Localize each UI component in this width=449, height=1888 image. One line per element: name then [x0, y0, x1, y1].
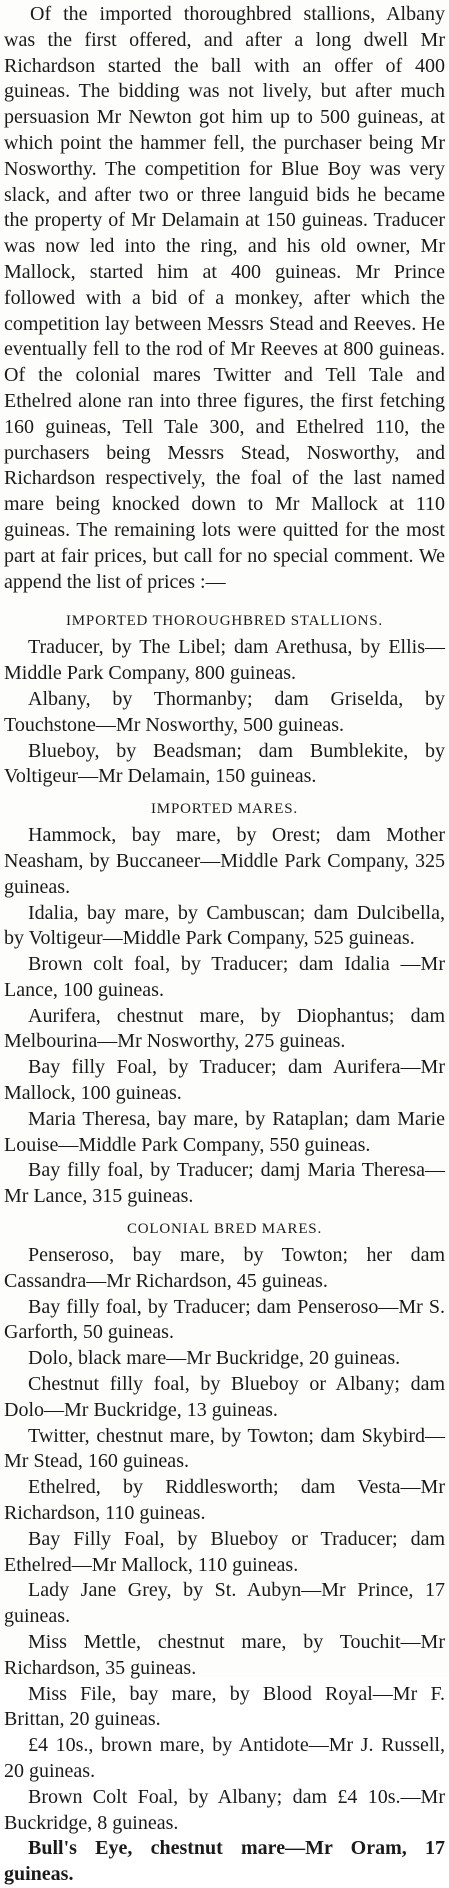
list-item: Bay Filly Foal, by Blueboy or Traducer; dam Ethelred—Mr Mallock, 110 guineas. [4, 1527, 445, 1576]
list-item: Maria Theresa, bay mare, by Rataplan; dam Marie Louise—Middle Park Company, 550 guineas. [4, 1107, 445, 1156]
list-item: Chestnut filly foal, by Blueboy or Albany; dam Dolo—Mr Buckridge, 13 guineas. [4, 1373, 445, 1421]
list-item: Bay filly Foal, by Traducer; dam Aurifera—Mr Mallock, 100 guineas. [4, 1056, 445, 1105]
list-item: Penseroso, bay mare, by Towton; her dam Cassandra—Mr Richardson, 45 guineas. [4, 1244, 445, 1292]
list-item: Albany, by Thormanby; dam Griselda, by Touchstone—Mr Nosworthy, 500 guineas. [4, 687, 445, 736]
list-item: Brown colt foal, by Traducer; dam Idalia —Mr Lance, 100 guineas. [4, 953, 445, 1001]
list-item: Bay filly foal, by Traducer; damj Maria Theresa—Mr Lance, 315 guineas. [4, 1159, 445, 1208]
list-item: Traducer, by The Libel; dam Arethusa, by Ellis—Middle Park Company, 800 guineas. [4, 636, 445, 685]
list-item: Twitter, chestnut mare, by Towton; dam Skybird—Mr Stead, 160 guineas. [4, 1424, 445, 1473]
list-item: Aurifera, chestnut mare, by Diophantus; dam Melbourina—Mr Nosworthy, 275 guineas. [4, 1004, 445, 1053]
list-item: Brown Colt Foal, by Albany; dam £4 10s.—Mr Buckridge, 8 guineas. [4, 1785, 445, 1834]
section-heading: COLONIAL BRED MARES. [126, 1221, 323, 1238]
list-item: Miss File, bay mare, by Blood Royal—Mr F. Brittan, 20 guineas. [4, 1682, 445, 1731]
list-item: Miss Mettle, chestnut mare, by Touchit—Mr Richardson, 35 guineas. [4, 1631, 445, 1679]
section-imported-mares [4, 796, 445, 1210]
section-colonial-mares [4, 1216, 445, 1888]
list-item: Dolo, black mare—Mr Buckridge, 20 guineas. [28, 1347, 401, 1370]
section-heading: IMPORTED MARES. [151, 801, 298, 818]
list-item: Ethelred, by Riddlesworth; dam Vesta—Mr Richardson, 110 guineas. [4, 1476, 445, 1525]
list-item: Hammock, bay mare, by Orest; dam Mother Neasham, by Buccaneer—Middle Park Company, 325 guineas. [4, 824, 445, 898]
section-heading: IMPORTED THOROUGHBRED STALLIONS. [66, 613, 383, 630]
intro-paragraph: Of the imported thoroughbred stallions, Albany was the first offered, and after a long dwell Mr Richardson started the ball with an offer of 400 guineas. The bidding was not lively, but after much persuasion Mr Newton got him up to 500 guineas, at which point the hammer fell, the purchaser being Mr Nosworthy. The competition for Blue Boy was very slack, and after two or three languid bids he became the property of Mr Delamain at 150 guineas. Traducer was now led into the ring, and his old owner, Mr Mallock, started him at 400 guineas. Mr Prince followed with a bid of a monkey, after which the competition lay between Messrs Stead and Reeves. He eventually fell to the rod of Mr Reeves at 800 guineas. Of the colonial mares Twitter and Tell Tale and Ethelred alone ran into three figures, the first fetching 160 guineas, Tell Tale 300, and Ethelred 110, the purchasers being Messrs Stead, Nosworthy, and Richardson respectively, the foal of the last named mare being knocked down to Mr Mallock at 110 guineas. The remaining lots were quitted for the most part at fair prices, but call for no special comment. We append the list of prices :— [4, 3, 445, 593]
list-item: Lady Jane Grey, by St. Aubyn—Mr Prince, 17 guineas. [4, 1579, 445, 1628]
list-item: Idalia, bay mare, by Cambuscan; dam Dulcibella, by Voltigeur—Middle Park Company, 525 guineas. [4, 901, 445, 950]
list-item: Bay filly foal, by Traducer; dam Penseroso—Mr S. Garforth, 50 guineas. [4, 1295, 445, 1344]
list-item: Bull's Eye, chestnut mare—Mr Oram, 17 guineas. [4, 1837, 445, 1886]
list-item: £4 10s., brown mare, by Antidote—Mr J. Russell, 20 guineas. [4, 1734, 445, 1782]
list-item: Blueboy, by Beadsman; dam Bumblekite, by Voltigeur—Mr Delamain, 150 guineas. [4, 739, 445, 788]
section-stallions [4, 608, 445, 790]
